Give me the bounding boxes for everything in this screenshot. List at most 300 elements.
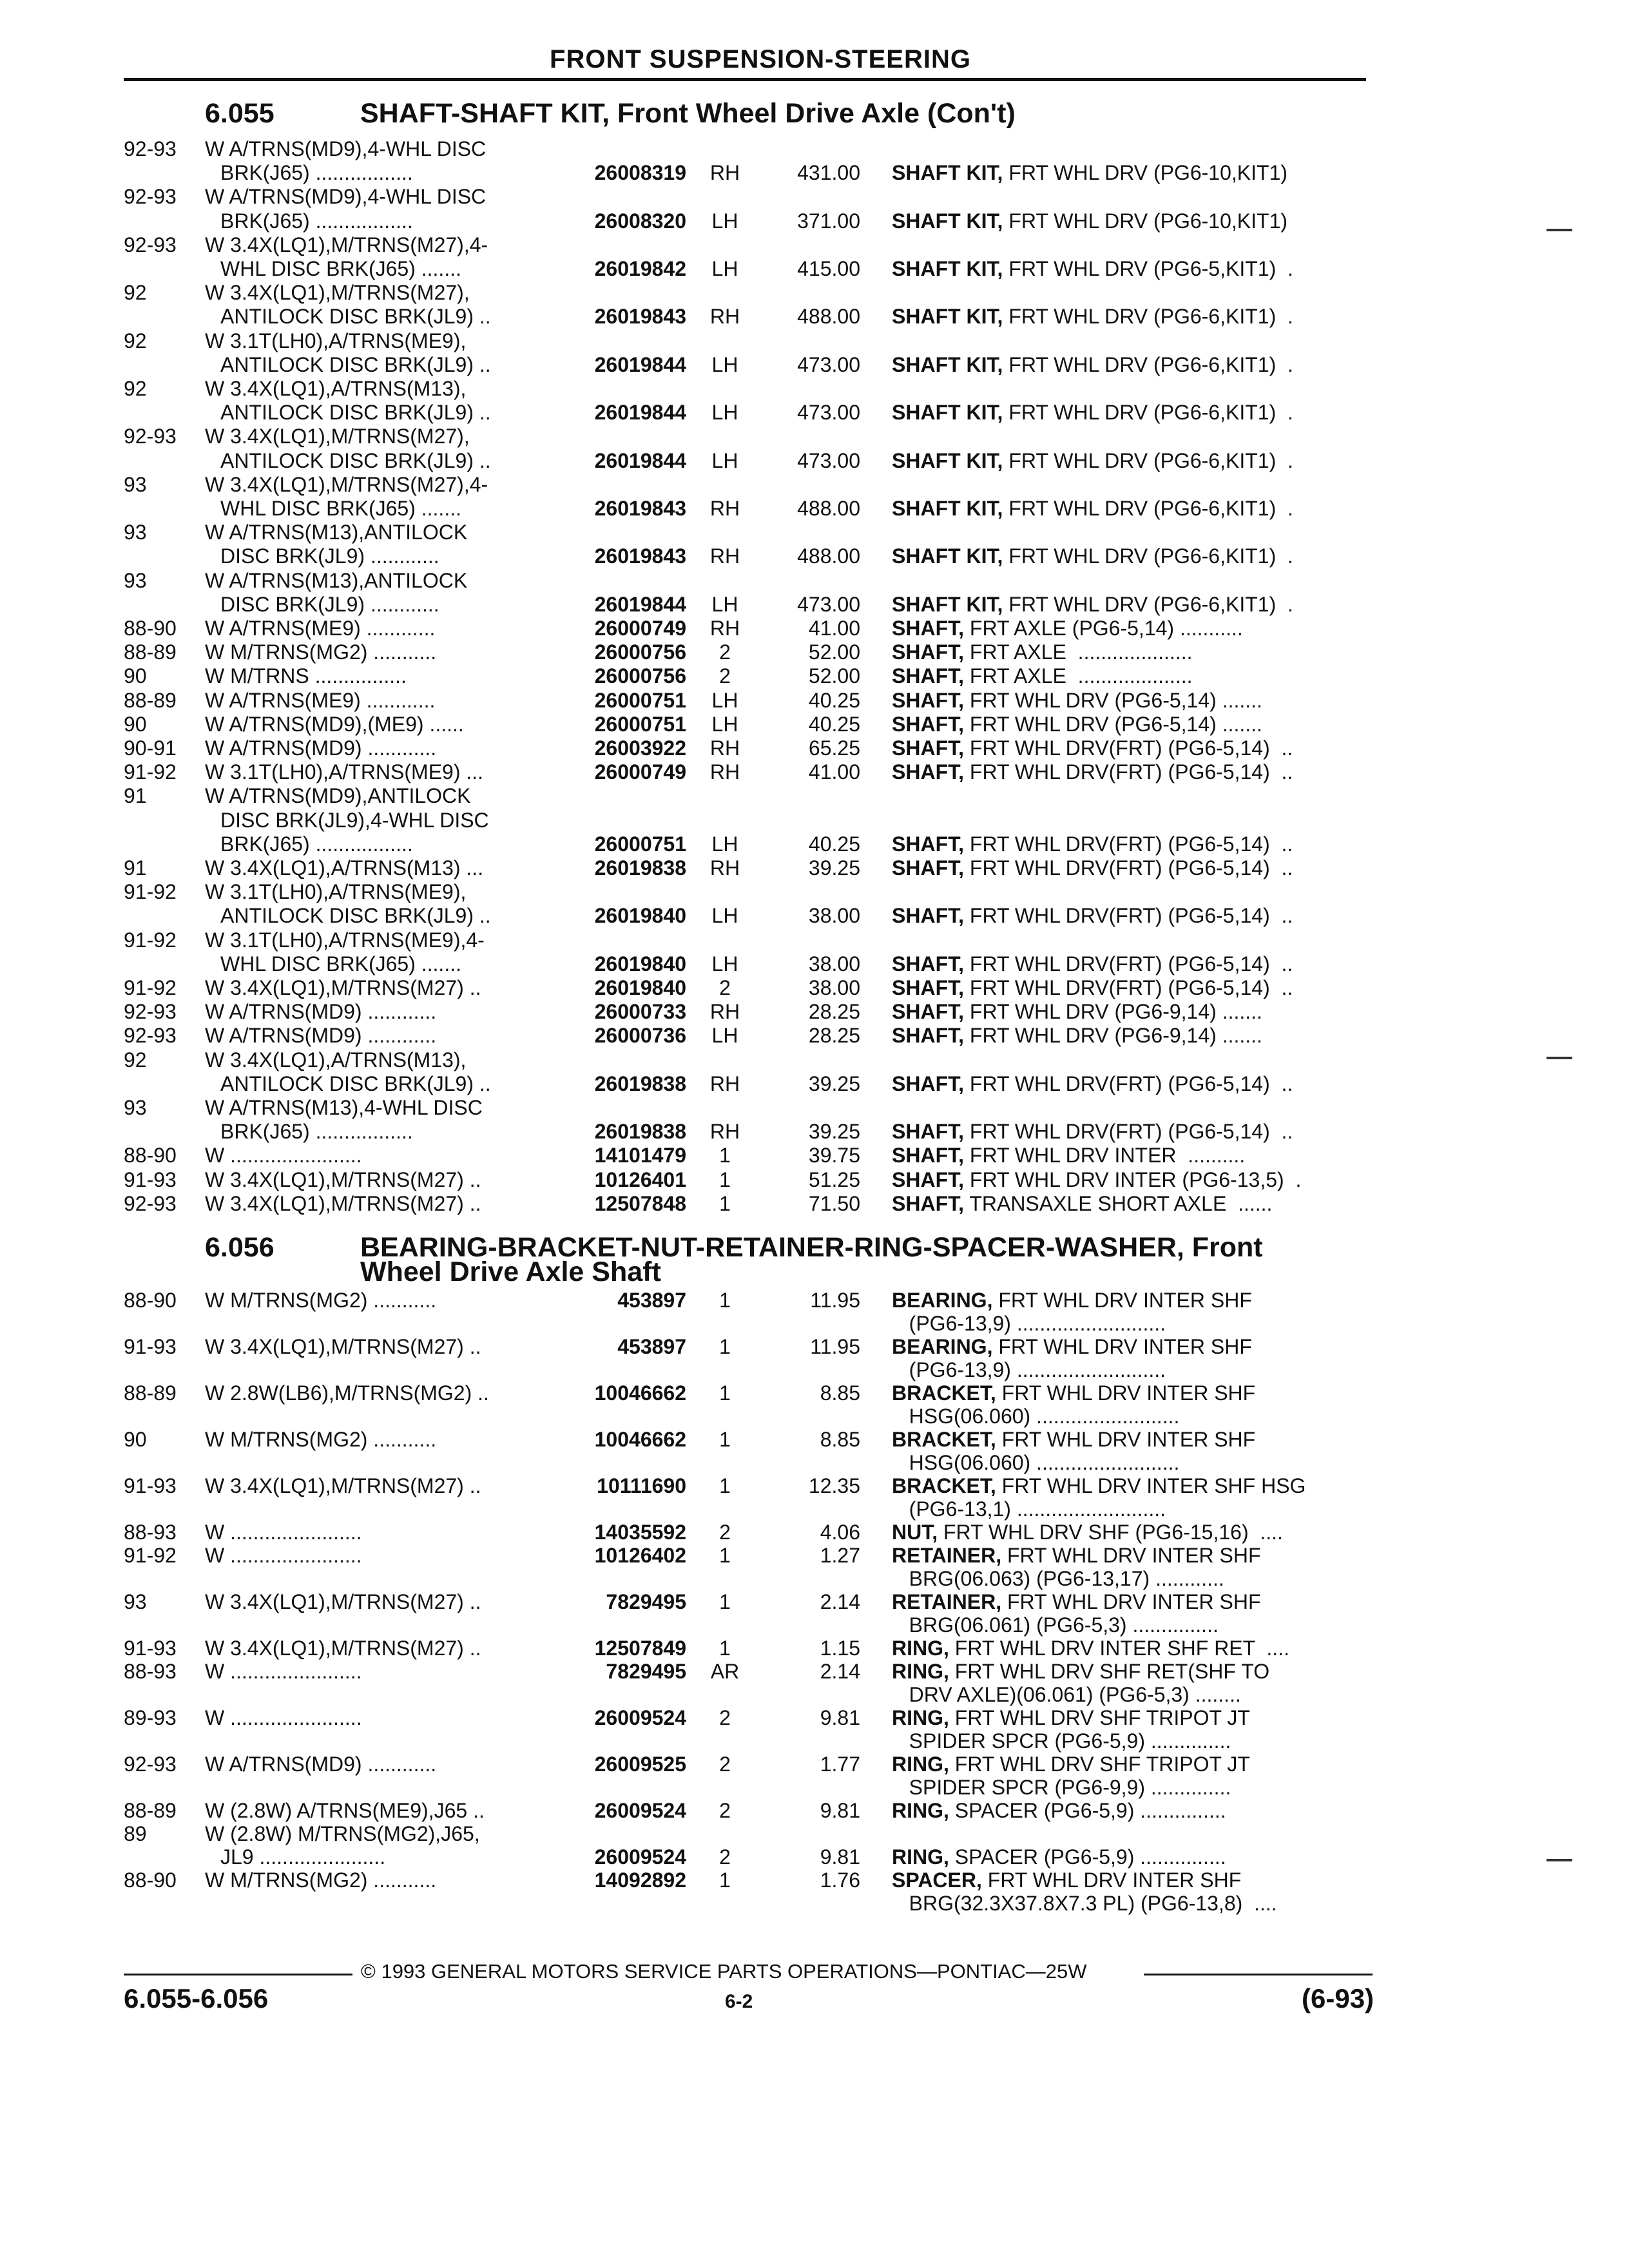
part-name-keyword: BRACKET, bbox=[892, 1381, 996, 1405]
part-name bbox=[892, 617, 1243, 640]
part-name bbox=[892, 1335, 1252, 1358]
part-name-detail: HSG(06.060) ......................... bbox=[892, 1451, 1180, 1474]
usage-description: W 3.4X(LQ1),A/TRNS(M13) ... bbox=[205, 856, 484, 879]
part-name bbox=[892, 1753, 1250, 1776]
quantity: RH bbox=[709, 161, 740, 185]
usage-description: W ....................... bbox=[205, 1660, 362, 1683]
part-name bbox=[892, 1168, 1301, 1191]
part-number: 12507849 bbox=[594, 1637, 686, 1660]
part-name-keyword: SHAFT, bbox=[892, 1072, 964, 1095]
usage-description: W 3.4X(LQ1),M/TRNS(M27) .. bbox=[205, 1637, 481, 1660]
part-name bbox=[892, 1567, 1224, 1590]
list-price: 11.95 bbox=[810, 1289, 860, 1312]
usage-description: W M/TRNS(MG2) ........... bbox=[205, 1869, 437, 1892]
part-name-detail: FRT WHL DRV(FRT) (PG6-5,14) .. bbox=[964, 1072, 1293, 1095]
model-years: 89 bbox=[124, 1822, 147, 1845]
part-name bbox=[892, 664, 1192, 687]
list-price: 65.25 bbox=[808, 736, 860, 760]
part-name-detail: FRT WHL DRV (PG6-9,14) ....... bbox=[964, 1000, 1262, 1024]
list-price: 41.00 bbox=[808, 760, 860, 784]
quantity: 1 bbox=[719, 1474, 731, 1497]
quantity: RH bbox=[709, 856, 740, 879]
quantity: LH bbox=[711, 952, 738, 975]
part-number: 26000751 bbox=[594, 832, 686, 856]
list-price: 28.25 bbox=[808, 1024, 860, 1048]
part-number: 26000751 bbox=[594, 712, 686, 736]
part-number: 26019844 bbox=[594, 352, 686, 376]
part-name bbox=[892, 1544, 1260, 1567]
part-name bbox=[892, 1451, 1179, 1474]
model-years: 90-91 bbox=[124, 736, 177, 760]
part-name bbox=[892, 1289, 1252, 1312]
usage-description: W 3.4X(LQ1),M/TRNS(M27),4- bbox=[205, 472, 488, 496]
quantity: LH bbox=[711, 904, 738, 928]
part-number: 453897 bbox=[617, 1335, 686, 1358]
quantity: LH bbox=[711, 592, 738, 616]
part-name-keyword: BRACKET, bbox=[892, 1428, 996, 1451]
part-name-keyword: SHAFT, bbox=[892, 688, 964, 712]
part-name-keyword: SHAFT, bbox=[892, 1168, 964, 1191]
part-name-detail: FRT WHL DRV INTER SHF bbox=[992, 1335, 1252, 1358]
usage-description: W 3.4X(LQ1),A/TRNS(M13), bbox=[205, 1048, 467, 1072]
model-years: 91-93 bbox=[124, 1637, 177, 1660]
list-price: 415.00 bbox=[797, 257, 860, 280]
part-name bbox=[892, 1072, 1293, 1095]
list-price: 371.00 bbox=[797, 209, 860, 233]
usage-description: W 3.4X(LQ1),A/TRNS(M13), bbox=[205, 377, 467, 400]
part-name bbox=[892, 1590, 1260, 1613]
usage-description: DISC BRK(JL9),4-WHL DISC bbox=[220, 808, 489, 832]
part-name-keyword: RING, bbox=[892, 1799, 949, 1822]
part-name bbox=[892, 1660, 1269, 1683]
model-years: 92-93 bbox=[124, 1000, 177, 1024]
usage-description: W 3.4X(LQ1),M/TRNS(M27) .. bbox=[205, 1168, 481, 1191]
part-name-keyword: SHAFT, bbox=[892, 760, 964, 784]
usage-description: W M/TRNS ................ bbox=[205, 664, 407, 688]
part-name-detail: FRT WHL DRV INTER SHF RET .... bbox=[949, 1637, 1289, 1660]
model-years: 91-92 bbox=[124, 976, 177, 999]
quantity: 1 bbox=[719, 1289, 731, 1312]
part-name bbox=[892, 1799, 1226, 1822]
quantity: RH bbox=[709, 1072, 740, 1095]
part-name-detail: FRT WHL DRV(FRT) (PG6-5,14) .. bbox=[964, 760, 1293, 784]
usage-description: W A/TRNS(M13),ANTILOCK bbox=[205, 521, 468, 544]
part-name bbox=[892, 904, 1293, 927]
part-name-keyword: SHAFT KIT, bbox=[892, 544, 1003, 568]
quantity: LH bbox=[711, 401, 738, 425]
part-name bbox=[892, 736, 1293, 760]
part-number: 26008320 bbox=[594, 209, 686, 233]
list-price: 8.85 bbox=[820, 1381, 860, 1405]
list-price: 488.00 bbox=[797, 497, 860, 520]
part-number: 7829495 bbox=[606, 1660, 686, 1683]
part-name-detail: FRT WHL DRV SHF RET(SHF TO bbox=[949, 1660, 1270, 1683]
usage-description: ANTILOCK DISC BRK(JL9) .. bbox=[220, 305, 491, 329]
part-name-detail: FRT WHL DRV SHF TRIPOT JT bbox=[949, 1753, 1250, 1776]
quantity: 2 bbox=[719, 976, 731, 999]
part-name-keyword: SHAFT KIT, bbox=[892, 305, 1003, 329]
part-name-keyword: SHAFT, bbox=[892, 1024, 964, 1048]
part-name-keyword: RING, bbox=[892, 1660, 949, 1683]
model-years: 91-92 bbox=[124, 760, 177, 784]
part-number: 26019838 bbox=[594, 856, 686, 879]
part-name-keyword: SHAFT KIT, bbox=[892, 161, 1003, 185]
usage-description: W M/TRNS(MG2) ........... bbox=[205, 1289, 437, 1312]
section-number: 6.055 bbox=[205, 98, 275, 129]
quantity: RH bbox=[709, 736, 740, 760]
model-years: 89-93 bbox=[124, 1706, 177, 1729]
part-name-detail: FRT AXLE .................... bbox=[964, 640, 1193, 664]
model-years: 91 bbox=[124, 784, 147, 808]
part-number: 14092892 bbox=[594, 1869, 686, 1892]
usage-description: W 3.4X(LQ1),M/TRNS(M27), bbox=[205, 281, 470, 305]
part-name bbox=[892, 1892, 1277, 1915]
part-number: 26000736 bbox=[594, 1024, 686, 1048]
quantity: LH bbox=[711, 712, 738, 736]
header-rule bbox=[124, 78, 1366, 81]
part-number: 26019842 bbox=[594, 257, 686, 280]
part-name bbox=[892, 593, 1293, 616]
model-years: 88-90 bbox=[124, 1289, 177, 1312]
part-name bbox=[892, 1845, 1226, 1869]
part-name-detail: FRT WHL DRV INTER SHF bbox=[981, 1869, 1242, 1892]
model-years: 90 bbox=[124, 664, 147, 688]
part-number: 26000756 bbox=[594, 664, 686, 688]
usage-description: W 3.4X(LQ1),M/TRNS(M27) .. bbox=[205, 976, 481, 999]
model-years: 92-93 bbox=[124, 1753, 177, 1776]
quantity: 1 bbox=[719, 1637, 731, 1660]
part-number: 26019844 bbox=[594, 448, 686, 472]
quantity: 1 bbox=[719, 1428, 731, 1451]
quantity: 2 bbox=[719, 1753, 731, 1776]
part-name-detail: FRT WHL DRV SHF TRIPOT JT bbox=[949, 1706, 1250, 1729]
usage-description: W 3.4X(LQ1),M/TRNS(M27) .. bbox=[205, 1474, 481, 1497]
list-price: 28.25 bbox=[808, 1000, 860, 1024]
quantity: LH bbox=[711, 448, 738, 472]
list-price: 1.15 bbox=[820, 1637, 860, 1660]
model-years: 88-90 bbox=[124, 1144, 177, 1168]
list-price: 52.00 bbox=[808, 664, 860, 688]
part-name bbox=[892, 1000, 1262, 1023]
part-name bbox=[892, 832, 1293, 856]
part-name-detail: FRT WHL DRV INTER SHF bbox=[1001, 1590, 1261, 1613]
part-name-detail: DRV AXLE)(06.061) (PG6-5,3) ........ bbox=[892, 1683, 1241, 1706]
usage-description: DISC BRK(JL9) ............ bbox=[220, 592, 439, 616]
part-name bbox=[892, 257, 1293, 280]
part-number: 26000756 bbox=[594, 640, 686, 664]
margin-mark bbox=[1547, 229, 1572, 231]
part-number: 26009524 bbox=[594, 1845, 686, 1869]
part-name bbox=[892, 353, 1293, 376]
part-name-detail: FRT WHL DRV (PG6-5,14) ....... bbox=[964, 688, 1262, 712]
usage-description: ANTILOCK DISC BRK(JL9) .. bbox=[220, 448, 491, 472]
part-name bbox=[892, 1312, 1166, 1335]
part-name-detail: FRT WHL DRV(FRT) (PG6-5,14) .. bbox=[964, 856, 1293, 879]
part-name-keyword: RING, bbox=[892, 1637, 949, 1660]
list-price: 4.06 bbox=[820, 1521, 860, 1544]
part-name bbox=[892, 856, 1293, 879]
list-price: 71.50 bbox=[808, 1191, 860, 1215]
part-name-detail: SPIDER SPCR (PG6-5,9) .............. bbox=[892, 1729, 1231, 1753]
usage-description: W A/TRNS(MD9) ............ bbox=[205, 736, 437, 760]
model-years: 88-90 bbox=[124, 617, 177, 640]
part-name bbox=[892, 1381, 1255, 1405]
part-number: 12507848 bbox=[594, 1191, 686, 1215]
part-number: 14035592 bbox=[594, 1521, 686, 1544]
part-name bbox=[892, 305, 1293, 328]
part-name-keyword: SHAFT, bbox=[892, 904, 964, 928]
usage-description: W (2.8W) A/TRNS(ME9),J65 .. bbox=[205, 1799, 485, 1822]
part-name-detail: SPACER (PG6-5,9) ............... bbox=[949, 1799, 1226, 1822]
part-name bbox=[892, 1729, 1231, 1753]
list-price: 12.35 bbox=[808, 1474, 860, 1497]
margin-mark bbox=[1547, 1859, 1572, 1861]
quantity: LH bbox=[711, 257, 738, 280]
usage-description: W ....................... bbox=[205, 1706, 362, 1729]
part-number: 7829495 bbox=[606, 1590, 686, 1613]
part-number: 14101479 bbox=[594, 1144, 686, 1168]
part-name-detail: FRT WHL DRV SHF (PG6-15,16) .... bbox=[938, 1521, 1283, 1544]
list-price: 38.00 bbox=[808, 976, 860, 999]
part-name bbox=[892, 1776, 1231, 1799]
list-price: 431.00 bbox=[797, 161, 860, 185]
part-name-detail: FRT WHL DRV (PG6-10,KIT1) bbox=[1003, 209, 1288, 233]
part-number: 26003922 bbox=[594, 736, 686, 760]
part-name-keyword: SHAFT KIT, bbox=[892, 209, 1003, 233]
part-name bbox=[892, 760, 1293, 783]
part-name-detail: FRT WHL DRV(FRT) (PG6-5,14) .. bbox=[964, 904, 1293, 928]
page-title: FRONT SUSPENSION-STEERING bbox=[550, 45, 971, 73]
part-name-detail: FRT WHL DRV INTER SHF bbox=[1001, 1544, 1261, 1567]
usage-description: W A/TRNS(ME9) ............ bbox=[205, 617, 436, 640]
list-price: 39.25 bbox=[808, 856, 860, 879]
part-name bbox=[892, 1497, 1166, 1521]
model-years: 91-92 bbox=[124, 1544, 177, 1567]
part-name-keyword: SHAFT, bbox=[892, 1120, 964, 1144]
usage-description: W M/TRNS(MG2) ........... bbox=[205, 640, 437, 664]
part-name bbox=[892, 1683, 1241, 1706]
usage-description: W A/TRNS(MD9),ANTILOCK bbox=[205, 784, 471, 808]
quantity: RH bbox=[709, 305, 740, 329]
usage-description: WHL DISC BRK(J65) ....... bbox=[220, 257, 461, 280]
part-name-keyword: RETAINER, bbox=[892, 1590, 1002, 1613]
section-number: 6.056 bbox=[205, 1232, 275, 1263]
part-number: 26019840 bbox=[594, 976, 686, 999]
list-price: 1.27 bbox=[820, 1544, 860, 1567]
model-years: 90 bbox=[124, 712, 147, 736]
part-name-keyword: BRACKET, bbox=[892, 1474, 996, 1497]
part-name bbox=[892, 401, 1293, 424]
part-number: 26019838 bbox=[594, 1072, 686, 1095]
part-name-detail: FRT WHL DRV (PG6-6,KIT1) . bbox=[1003, 448, 1293, 472]
part-name-keyword: SHAFT, bbox=[892, 640, 964, 664]
part-name-detail: FRT WHL DRV INTER (PG6-13,5) . bbox=[964, 1168, 1302, 1191]
part-number: 10046662 bbox=[594, 1428, 686, 1451]
usage-description: ANTILOCK DISC BRK(JL9) .. bbox=[220, 1072, 491, 1095]
part-name-detail: FRT WHL DRV (PG6-6,KIT1) . bbox=[1003, 497, 1293, 520]
model-years: 91-93 bbox=[124, 1474, 177, 1497]
list-price: 9.81 bbox=[820, 1845, 860, 1869]
model-years: 91-92 bbox=[124, 880, 177, 904]
quantity: RH bbox=[709, 544, 740, 568]
footer-page-number: 6-2 bbox=[725, 1991, 753, 2012]
part-name-keyword: RING, bbox=[892, 1845, 949, 1869]
part-number: 26000751 bbox=[594, 688, 686, 712]
part-number: 453897 bbox=[617, 1289, 686, 1312]
usage-description: W ....................... bbox=[205, 1544, 362, 1567]
model-years: 88-89 bbox=[124, 688, 177, 712]
usage-description: BRK(J65) ................. bbox=[220, 209, 413, 233]
quantity: 2 bbox=[719, 1799, 731, 1822]
part-name-keyword: RING, bbox=[892, 1706, 949, 1729]
part-name-detail: FRT WHL DRV INTER .......... bbox=[964, 1144, 1246, 1168]
quantity: RH bbox=[709, 1120, 740, 1144]
list-price: 473.00 bbox=[797, 448, 860, 472]
part-name-detail: FRT WHL DRV (PG6-10,KIT1) bbox=[1003, 161, 1288, 185]
part-name-detail: FRT WHL DRV INTER SHF bbox=[992, 1289, 1252, 1312]
model-years: 88-90 bbox=[124, 1869, 177, 1892]
part-name-keyword: SHAFT KIT, bbox=[892, 257, 1003, 280]
usage-description: W ....................... bbox=[205, 1144, 362, 1168]
part-number: 10046662 bbox=[594, 1381, 686, 1405]
part-name-keyword: SHAFT, bbox=[892, 1144, 964, 1168]
footer-date: (6-93) bbox=[1302, 1983, 1374, 2013]
part-name-detail: FRT AXLE (PG6-5,14) ........... bbox=[964, 617, 1243, 640]
quantity: RH bbox=[709, 617, 740, 640]
part-number: 26000749 bbox=[594, 617, 686, 640]
part-name-keyword: SHAFT, bbox=[892, 664, 964, 688]
quantity: LH bbox=[711, 832, 738, 856]
part-name-keyword: BEARING, bbox=[892, 1335, 993, 1358]
list-price: 11.95 bbox=[810, 1335, 860, 1358]
part-name bbox=[892, 209, 1287, 233]
model-years: 92 bbox=[124, 377, 147, 400]
section-title: BEARING-BRACKET-NUT-RETAINER-RING-SPACER-WASHER, Front bbox=[360, 1232, 1263, 1263]
part-name-keyword: SHAFT, bbox=[892, 1191, 964, 1215]
part-name-keyword: SPACER, bbox=[892, 1869, 982, 1892]
usage-description: W A/TRNS(MD9) ............ bbox=[205, 1024, 437, 1048]
model-years: 88-89 bbox=[124, 1381, 177, 1405]
model-years: 92 bbox=[124, 281, 147, 305]
model-years: 93 bbox=[124, 1096, 147, 1119]
part-name-detail: FRT WHL DRV(FRT) (PG6-5,14) .. bbox=[964, 832, 1293, 856]
part-name-detail: FRT WHL DRV (PG6-5,KIT1) . bbox=[1003, 257, 1293, 280]
list-price: 473.00 bbox=[797, 592, 860, 616]
part-name bbox=[892, 161, 1287, 184]
part-name-keyword: SHAFT KIT, bbox=[892, 352, 1003, 376]
usage-description: W 3.4X(LQ1),M/TRNS(M27) .. bbox=[205, 1191, 481, 1215]
part-name bbox=[892, 1192, 1272, 1215]
usage-description: JL9 ...................... bbox=[220, 1845, 386, 1869]
model-years: 92 bbox=[124, 1048, 147, 1072]
usage-description: W M/TRNS(MG2) ........... bbox=[205, 1428, 437, 1451]
part-name-detail: FRT WHL DRV (PG6-6,KIT1) . bbox=[1003, 352, 1293, 376]
model-years: 93 bbox=[124, 521, 147, 544]
quantity: 1 bbox=[719, 1869, 731, 1892]
usage-description: W A/TRNS(M13),ANTILOCK bbox=[205, 568, 468, 592]
quantity: AR bbox=[710, 1660, 740, 1683]
model-years: 93 bbox=[124, 472, 147, 496]
part-number: 26019843 bbox=[594, 497, 686, 520]
quantity: LH bbox=[711, 352, 738, 376]
list-price: 1.77 bbox=[820, 1753, 860, 1776]
part-name bbox=[892, 1024, 1262, 1047]
list-price: 41.00 bbox=[808, 617, 860, 640]
section-title-continued: Wheel Drive Axle Shaft bbox=[360, 1256, 661, 1287]
part-number: 10126402 bbox=[594, 1544, 686, 1567]
part-name bbox=[892, 1144, 1245, 1167]
part-name-keyword: SHAFT, bbox=[892, 1000, 964, 1024]
part-name bbox=[892, 449, 1293, 472]
usage-description: W A/TRNS(MD9) ............ bbox=[205, 1000, 437, 1024]
part-name-keyword: SHAFT KIT, bbox=[892, 401, 1003, 425]
part-name-keyword: NUT, bbox=[892, 1521, 938, 1544]
model-years: 92-93 bbox=[124, 185, 177, 209]
model-years: 88-89 bbox=[124, 1799, 177, 1822]
list-price: 38.00 bbox=[808, 952, 860, 975]
part-name bbox=[892, 1637, 1289, 1660]
part-name bbox=[892, 976, 1293, 999]
part-number: 26019840 bbox=[594, 952, 686, 975]
model-years: 93 bbox=[124, 1590, 147, 1613]
list-price: 40.25 bbox=[808, 712, 860, 736]
usage-description: DISC BRK(JL9) ............ bbox=[220, 544, 439, 568]
part-name-detail: (PG6-13,9) .......................... bbox=[892, 1358, 1166, 1381]
part-name-keyword: SHAFT, bbox=[892, 736, 964, 760]
usage-description: W A/TRNS(M13),4-WHL DISC bbox=[205, 1096, 483, 1119]
part-name-detail: FRT WHL DRV(FRT) (PG6-5,14) .. bbox=[964, 736, 1293, 760]
part-name-detail: FRT AXLE .................... bbox=[964, 664, 1193, 688]
quantity: 2 bbox=[719, 664, 731, 688]
quantity: RH bbox=[709, 497, 740, 520]
part-name bbox=[892, 1120, 1293, 1143]
model-years: 90 bbox=[124, 1428, 147, 1451]
part-name-keyword: SHAFT, bbox=[892, 832, 964, 856]
part-name bbox=[892, 1706, 1250, 1729]
part-name bbox=[892, 1613, 1219, 1637]
part-name-detail: FRT WHL DRV(FRT) (PG6-5,14) .. bbox=[964, 976, 1293, 999]
list-price: 8.85 bbox=[820, 1428, 860, 1451]
part-name-detail: FRT WHL DRV INTER SHF bbox=[996, 1381, 1256, 1405]
footer-rule-right bbox=[1144, 1974, 1373, 1975]
quantity: 1 bbox=[719, 1144, 731, 1168]
part-number: 26009524 bbox=[594, 1706, 686, 1729]
footer-rule-left bbox=[124, 1974, 352, 1975]
usage-description: W 3.1T(LH0),A/TRNS(ME9), bbox=[205, 329, 467, 352]
list-price: 488.00 bbox=[797, 544, 860, 568]
part-name-keyword: SHAFT, bbox=[892, 712, 964, 736]
part-name-detail: FRT WHL DRV (PG6-6,KIT1) . bbox=[1003, 401, 1293, 425]
part-number: 26019843 bbox=[594, 544, 686, 568]
part-name-detail: BRG(06.063) (PG6-13,17) ............ bbox=[892, 1567, 1224, 1590]
usage-description: W A/TRNS(MD9),4-WHL DISC bbox=[205, 185, 487, 209]
list-price: 488.00 bbox=[797, 305, 860, 329]
part-name-keyword: SHAFT KIT, bbox=[892, 448, 1003, 472]
list-price: 2.14 bbox=[820, 1660, 860, 1683]
part-number: 10126401 bbox=[594, 1168, 686, 1191]
usage-description: W A/TRNS(MD9),4-WHL DISC bbox=[205, 137, 487, 160]
part-name-keyword: SHAFT, bbox=[892, 952, 964, 975]
quantity: RH bbox=[709, 760, 740, 784]
usage-description: W 2.8W(LB6),M/TRNS(MG2) .. bbox=[205, 1381, 489, 1405]
quantity: 2 bbox=[719, 1521, 731, 1544]
usage-description: BRK(J65) ................. bbox=[220, 1120, 413, 1144]
part-number: 26019844 bbox=[594, 401, 686, 425]
list-price: 39.25 bbox=[808, 1072, 860, 1095]
part-name-detail: FRT WHL DRV (PG6-6,KIT1) . bbox=[1003, 305, 1293, 329]
usage-description: W 3.4X(LQ1),M/TRNS(M27), bbox=[205, 425, 470, 448]
usage-description: WHL DISC BRK(J65) ....... bbox=[220, 497, 461, 520]
